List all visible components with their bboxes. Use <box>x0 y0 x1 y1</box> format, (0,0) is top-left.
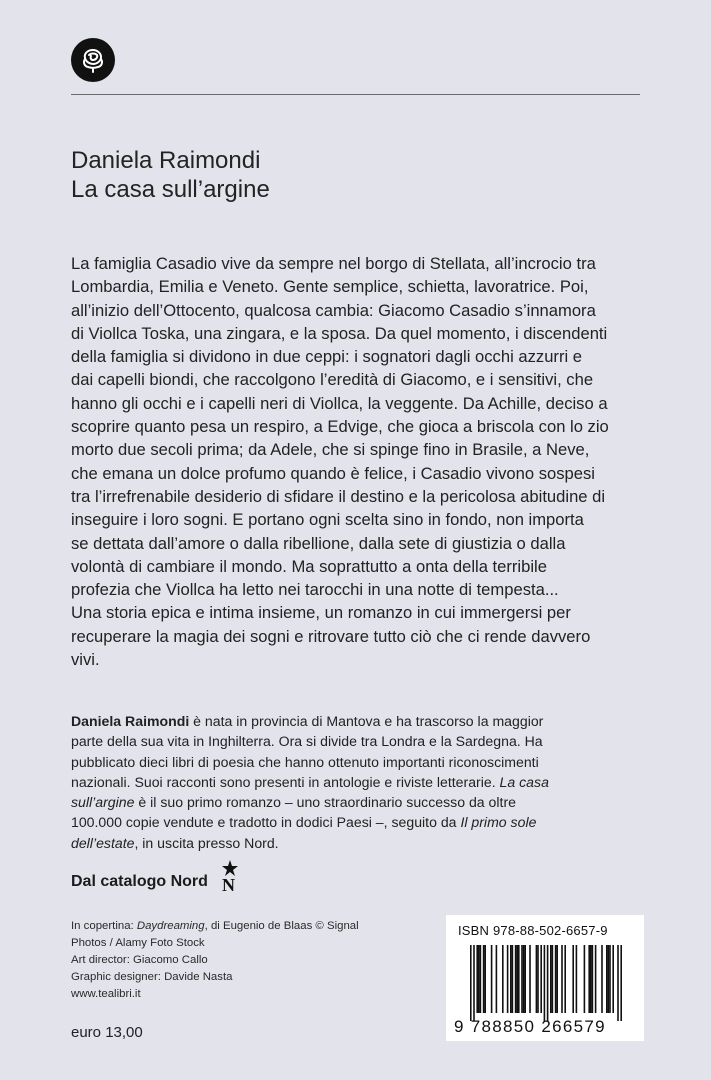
bio-next-title: Il primo sole <box>460 814 537 831</box>
bio-line: 100.000 copie vendute e tradotto in dodici Paesi –, seguito da Il primo sole <box>71 814 537 831</box>
blurb-line: recuperare la magia dei sogni e ritrovare tutto ciò che ci rende davvero <box>71 626 591 646</box>
bio-line: Daniela Raimondi è nata in provincia di Mantova e ha trascorso la maggior <box>71 713 544 729</box>
barcode-bar <box>595 945 597 1013</box>
barcode-bar <box>510 945 512 1013</box>
barcode-bar <box>606 945 608 1013</box>
barcode-bar <box>478 945 480 1013</box>
barcode-bar <box>564 945 566 1013</box>
barcode-bar <box>537 945 539 1013</box>
barcode-bar <box>524 945 526 1013</box>
barcode-bar <box>515 945 517 1013</box>
barcode-bar <box>592 945 594 1013</box>
barcode-bar <box>502 945 504 1013</box>
author-bio <box>71 711 643 853</box>
book-heading <box>71 146 270 204</box>
barcode-bar <box>590 945 592 1013</box>
blurb-text <box>71 252 643 671</box>
barcode-bar <box>470 945 472 1021</box>
publisher-website: www.tealibri.it <box>71 988 141 1000</box>
bio-line: parte della sua vita in Inghilterra. Ora si divide tra Londra e la Sardegna. Ha <box>71 733 543 750</box>
barcode-bar <box>536 945 538 1013</box>
blurb-line: vivi. <box>71 650 100 670</box>
barcode-bar <box>612 945 614 1013</box>
barcode-bar <box>518 945 520 1013</box>
barcode-bar <box>516 945 518 1013</box>
barcode-bar <box>588 945 590 1013</box>
barcode-bar <box>484 945 486 1013</box>
blurb-line: all’inizio dell’Ottocento, qualcosa cambia: Giacomo Casadio s’innamora <box>71 300 596 320</box>
blurb-line: di Viollca Toska, una zingara, e la sposa. Da quel momento, i discendenti <box>71 323 608 343</box>
blurb-line: La famiglia Casadio vive da sempre nel borgo di Stellata, all’incrocio tra <box>71 254 596 273</box>
barcode-bar <box>550 945 552 1013</box>
barcode-bar <box>561 945 563 1013</box>
barcode-bar <box>608 945 610 1013</box>
blurb-line: inseguire i loro sogni. E portano ogni scelta sino in fondo, non importa <box>71 510 584 530</box>
catalog-label: Dal catalogo Nord <box>71 873 208 890</box>
bio-book-title-cont: sull’argine <box>71 794 135 811</box>
blurb-line: morto due secoli prima; da Adele, che si spinge fino in Brasile, a Neve, <box>71 440 590 460</box>
barcode-bar <box>601 945 603 1013</box>
credit-line: In copertina: Daydreaming, di Eugenio de Blaas © Signal <box>71 920 359 932</box>
barcode-bar <box>483 945 485 1013</box>
nord-letter: N <box>221 875 235 894</box>
barcode-bar <box>547 945 549 1021</box>
barcode-digits: 9 788850 266579 <box>454 1017 606 1036</box>
barcode-bar <box>609 945 611 1013</box>
blurb-line: della famiglia si dividono in due ceppi: i sognatori dagli occhi azzurri e <box>71 347 583 367</box>
blurb-line: volontà di cambiare il mondo. Ma soprattutto a onta della terribile <box>71 556 547 576</box>
barcode-bar <box>540 945 542 1013</box>
barcode-bar <box>473 945 475 1021</box>
blurb-line: scoprire quanto pesa un respiro, a Edvige, che gioca a briscola con lo zio <box>71 417 609 437</box>
bio-line: sull’argine è il suo primo romanzo – uno straordinario successo da oltre <box>71 794 516 811</box>
nord-star-icon <box>216 860 242 894</box>
barcode-bar <box>476 945 478 1013</box>
blurb-line: se dettata dall’amore o dalla ribellione, dalla sete di giustizia o dalla <box>71 533 566 553</box>
barcode-bar <box>555 945 557 1013</box>
barcode-bar <box>572 945 574 1013</box>
bio-line: pubblicato dieci libri di poesia che hanno ottenuto importanti riconoscimenti <box>71 753 539 770</box>
barcode-bar <box>521 945 523 1013</box>
barcode-bar <box>552 945 554 1013</box>
blurb-line: Lombardia, Emilia e Veneto. Gente semplice, schietta, lavoratrice. Poi, <box>71 277 589 297</box>
blurb-line: dai capelli biondi, che raccolgono l’eredità di Giacomo, e i sensitivi, che <box>71 370 594 390</box>
barcode-bar <box>529 945 531 1013</box>
barcode-bar <box>512 945 514 1013</box>
bio-next-title-cont: dell’estate <box>71 834 135 851</box>
credit-line: Art director: Giacomo Callo <box>71 954 208 966</box>
barcode-bar <box>480 945 482 1013</box>
barcode-bar <box>584 945 586 1013</box>
author-name: Daniela Raimondi <box>71 147 261 174</box>
barcode-bar <box>507 945 509 1013</box>
header-divider <box>71 94 640 95</box>
cover-credits <box>71 918 411 1003</box>
barcode-bar <box>496 945 498 1013</box>
catalog-line <box>71 870 242 894</box>
credit-line: Photos / Alamy Foto Stock <box>71 937 205 949</box>
credit-line: Graphic designer: Davide Nasta <box>71 971 233 983</box>
book-title: La casa sull’argine <box>71 176 270 203</box>
bio-line: nazionali. Suoi racconti sono presenti in antologie e riviste letterarie. La casa <box>71 773 549 790</box>
blurb-line: Una storia epica e intima insieme, un romanzo in cui immergersi per <box>71 603 571 623</box>
blurb-line: profezia che Viollca ha letto nei tarocchi in una notte di tempesta... <box>71 580 559 600</box>
blurb-line: che emana un dolce profumo quando è felice, i Casadio vivono sospesi <box>71 463 595 483</box>
blurb-line: hanno gli occhi e i capelli neri di Viollca, la veggente. Da Achille, deciso a <box>71 393 608 413</box>
bio-book-title: La casa <box>499 773 549 790</box>
publisher-logo <box>71 38 115 82</box>
barcode-bar <box>576 945 578 1013</box>
price: euro 13,00 <box>71 1024 143 1041</box>
rose-icon <box>76 43 110 77</box>
barcode-bar <box>556 945 558 1013</box>
barcode-bar <box>523 945 525 1013</box>
blurb-line: tra l’irrefrenabile desiderio di sfidare il destino e la pericolosa abitudine di <box>71 486 606 506</box>
isbn-label: ISBN 978-88-502-6657-9 <box>458 923 608 938</box>
barcode-bar <box>617 945 619 1021</box>
barcode-bar <box>544 945 546 1021</box>
bio-author-name: Daniela Raimondi <box>71 713 190 729</box>
isbn-barcode <box>446 915 644 1041</box>
cover-painting-title: Daydreaming <box>136 920 205 932</box>
bio-line: dell’estate, in uscita presso Nord. <box>71 834 279 851</box>
barcode-bar <box>491 945 493 1013</box>
barcode-bar <box>620 945 622 1021</box>
